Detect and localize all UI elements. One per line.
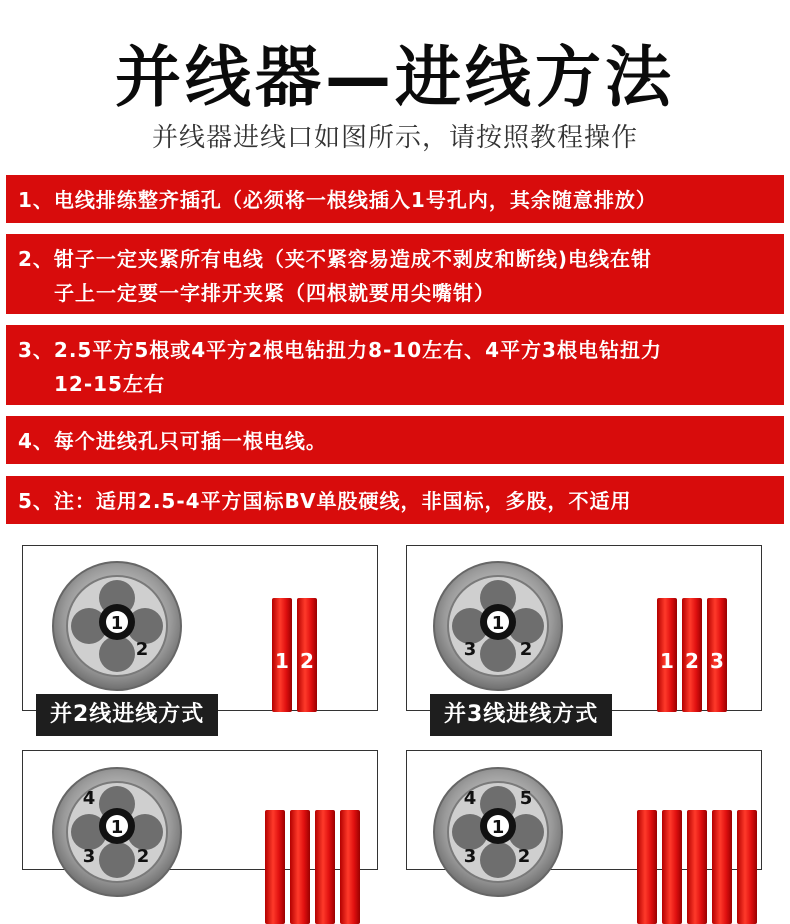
wire-label: 1 <box>660 649 674 673</box>
red-wire-icon <box>687 810 707 924</box>
card-caption: 并2线进线方式 <box>36 694 218 736</box>
red-wire-icon <box>340 810 360 924</box>
hole-label-1: 1 <box>110 613 124 634</box>
red-wire-icon <box>315 810 335 924</box>
red-wire-icon <box>265 810 285 924</box>
wire-bundle <box>272 598 317 712</box>
red-wire-icon <box>737 810 757 924</box>
hole-label-3: 3 <box>463 639 477 660</box>
step-2 <box>6 234 784 314</box>
red-wire-icon <box>657 598 677 712</box>
hole-label-2: 2 <box>135 639 149 660</box>
step-4-line-1: 4、每个进线孔只可插一根电线。 <box>18 429 327 453</box>
red-wire-icon <box>272 598 292 712</box>
red-wire-icon <box>682 598 702 712</box>
red-wire-icon <box>662 810 682 924</box>
red-wire-icon <box>297 598 317 712</box>
hole-label-3: 3 <box>463 846 477 867</box>
red-wire-icon <box>637 810 657 924</box>
step-5-line-1: 5、注：适用2.5-4平方国标BV单股硬线，非国标，多股，不适用 <box>18 489 632 513</box>
hole-label-2: 2 <box>517 846 531 867</box>
hole-label-4: 4 <box>463 788 477 809</box>
hole-label-4: 4 <box>82 788 96 809</box>
hole-label-2: 2 <box>519 639 533 660</box>
hole-label-1: 1 <box>491 817 505 838</box>
wire-label: 2 <box>685 649 699 673</box>
hole-label-1: 1 <box>491 613 505 634</box>
page-title: 并线器—进线方法 <box>115 39 675 116</box>
step-1-line-1: 1、电线排练整齐插孔（必须将一根线插入1号孔内，其余随意排放） <box>18 188 657 212</box>
red-wire-icon <box>712 810 732 924</box>
wire-bundle <box>265 810 360 924</box>
step-1 <box>6 175 784 223</box>
step-4 <box>6 416 784 464</box>
step-3 <box>6 325 784 405</box>
red-wire-icon <box>290 810 310 924</box>
wire-bundle <box>657 598 727 712</box>
wire-label: 1 <box>275 649 289 673</box>
step-5 <box>6 476 784 524</box>
wire-label: 2 <box>300 649 314 673</box>
wire-label: 3 <box>710 649 724 673</box>
connector-wheel-icon <box>51 766 183 898</box>
connector-wheel-icon <box>432 560 564 692</box>
step-2-line-2: 子上一定要一字排开夹紧（四根就要用尖嘴钳） <box>54 281 495 305</box>
card-caption: 并3线进线方式 <box>430 694 612 736</box>
hole-label-3: 3 <box>82 846 96 867</box>
wire-bundle <box>637 810 757 924</box>
step-3-line-1: 3、2.5平方5根或4平方2根电钻扭力8-10左右、4平方3根电钻扭力 <box>18 338 662 362</box>
hole-label-1: 1 <box>110 817 124 838</box>
connector-wheel-icon <box>51 560 183 692</box>
step-3-line-2: 12-15左右 <box>54 372 165 396</box>
red-wire-icon <box>707 598 727 712</box>
page-subtitle: 并线器进线口如图所示，请按照教程操作 <box>151 123 638 153</box>
hole-label-2: 2 <box>136 846 150 867</box>
step-2-line-1: 2、钳子一定夹紧所有电线（夹不紧容易造成不剥皮和断线)电线在钳 <box>18 247 653 271</box>
hole-label-5: 5 <box>519 788 533 809</box>
connector-wheel-icon <box>432 766 564 898</box>
